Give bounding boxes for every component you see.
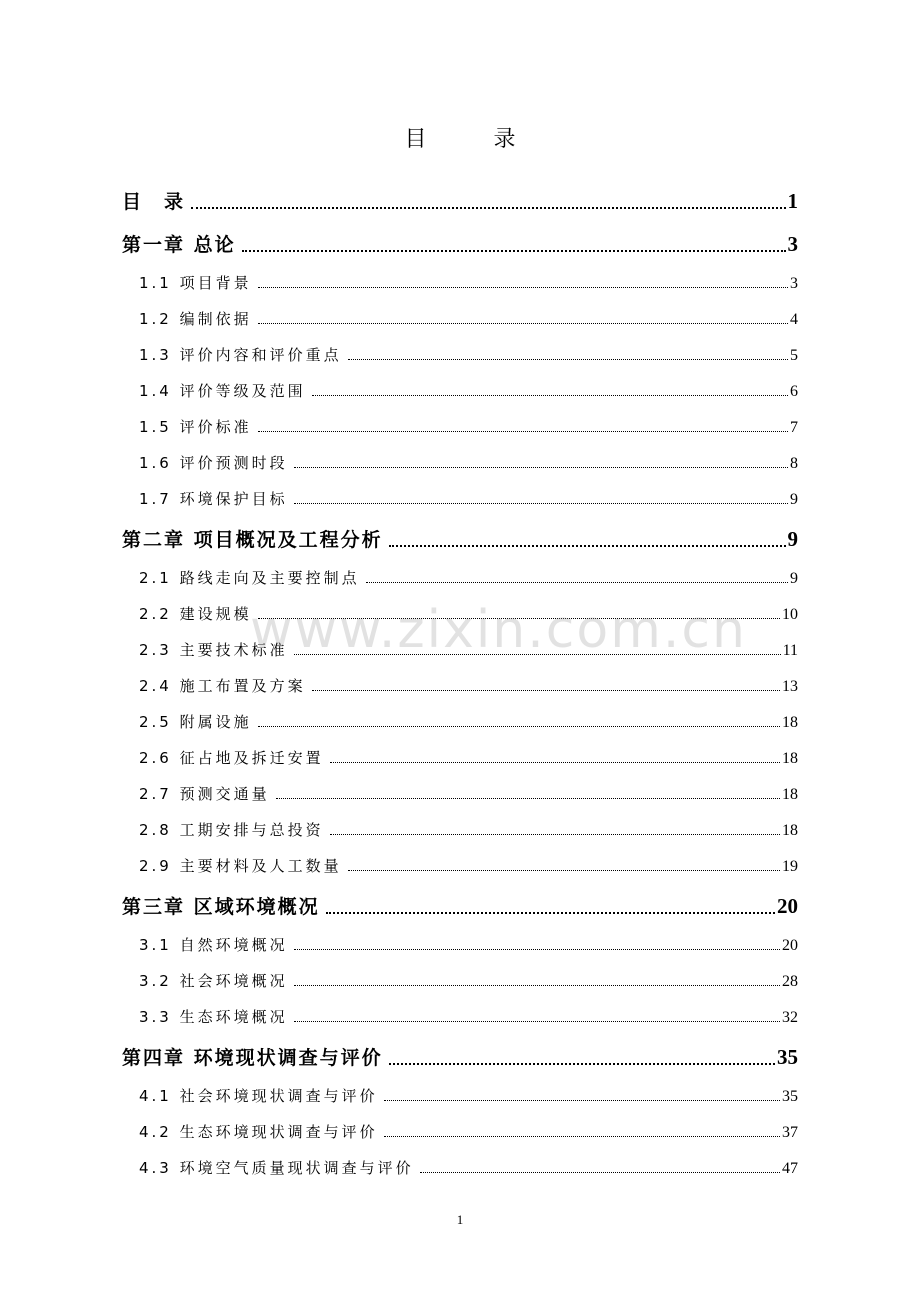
toc-chapter-row[interactable] (122, 882, 798, 919)
toc-entry-label: 2.5 附属设施 (139, 713, 252, 731)
toc-dot-leader (294, 466, 788, 468)
toc-dot-leader (312, 689, 780, 691)
toc-entry-label: 4.3 环境空气质量现状调查与评价 (139, 1159, 414, 1177)
toc-entry-page: 11 (782, 642, 798, 659)
toc-section-row[interactable] (122, 329, 798, 365)
toc-entry-label: 3.3 生态环境概况 (139, 1008, 288, 1026)
toc-dot-leader (389, 544, 786, 547)
toc-entry-page: 20 (777, 894, 798, 918)
toc-dot-leader (389, 1062, 775, 1065)
watermark: www.zixin.com.cn (250, 600, 747, 660)
toc-section-row[interactable] (122, 840, 798, 876)
toc-dot-leader (276, 797, 780, 799)
toc-entry-page: 37 (782, 1124, 798, 1141)
toc-dot-leader (191, 206, 785, 209)
toc-entry-label: 1.2 编制依据 (139, 310, 252, 328)
toc-section-row[interactable] (122, 1142, 798, 1178)
toc-section-row[interactable] (122, 257, 798, 293)
toc-section-row[interactable] (122, 804, 798, 840)
toc-chapter-row[interactable] (122, 220, 798, 257)
toc-chapter-row[interactable] (122, 1033, 798, 1070)
toc-entry-page: 20 (782, 937, 798, 954)
toc-entry-page: 8 (790, 455, 798, 472)
toc-section-row[interactable] (122, 1106, 798, 1142)
toc-section-row[interactable] (122, 552, 798, 588)
toc-entry-label: 目 录 (122, 191, 186, 213)
page-title: 目 录 (404, 127, 546, 152)
toc-dot-leader (420, 1171, 780, 1173)
toc-entry-page: 18 (782, 786, 798, 803)
table-of-contents (122, 177, 798, 1178)
toc-section-row[interactable] (122, 768, 798, 804)
toc-section-row[interactable] (122, 919, 798, 955)
toc-entry-label: 4.2 生态环境现状调查与评价 (139, 1123, 378, 1141)
toc-section-row[interactable] (122, 696, 798, 732)
toc-dot-leader (312, 394, 788, 396)
toc-dot-leader (242, 249, 786, 252)
toc-entry-label: 2.1 路线走向及主要控制点 (139, 569, 360, 587)
toc-dot-leader (366, 581, 788, 583)
toc-entry-page: 28 (782, 973, 798, 990)
toc-section-row[interactable] (122, 991, 798, 1027)
toc-entry-label: 第一章 总论 (122, 234, 236, 256)
toc-entry-label: 2.3 主要技术标准 (139, 641, 288, 659)
page-number: 1 (456, 1212, 464, 1227)
toc-section-row[interactable] (122, 473, 798, 509)
toc-entry-label: 1.6 评价预测时段 (139, 454, 288, 472)
toc-entry-label: 1.4 评价等级及范围 (139, 382, 306, 400)
toc-chapter-row[interactable] (122, 177, 798, 214)
toc-dot-leader (384, 1135, 780, 1137)
toc-entry-page: 18 (782, 714, 798, 731)
toc-entry-label: 1.5 评价标准 (139, 418, 252, 436)
toc-entry-page: 35 (777, 1045, 798, 1069)
toc-entry-page: 9 (790, 491, 798, 508)
toc-dot-leader (348, 358, 788, 360)
toc-entry-label: 第二章 项目概况及工程分析 (122, 529, 383, 551)
toc-chapter-row[interactable] (122, 515, 798, 552)
toc-section-row[interactable] (122, 732, 798, 768)
toc-section-row[interactable] (122, 293, 798, 329)
toc-dot-leader (258, 725, 780, 727)
toc-entry-page: 4 (790, 311, 798, 328)
toc-dot-leader (294, 948, 780, 950)
toc-entry-label: 3.2 社会环境概况 (139, 972, 288, 990)
toc-entry-page: 18 (782, 750, 798, 767)
toc-section-row[interactable] (122, 660, 798, 696)
toc-entry-label: 2.4 施工布置及方案 (139, 677, 306, 695)
toc-entry-page: 6 (790, 383, 798, 400)
toc-entry-page: 3 (787, 232, 798, 256)
toc-section-row[interactable] (122, 401, 798, 437)
toc-entry-label: 1.1 项目背景 (139, 274, 252, 292)
toc-entry-page: 7 (790, 419, 798, 436)
toc-section-row[interactable] (122, 365, 798, 401)
toc-entry-label: 2.2 建设规模 (139, 605, 252, 623)
toc-entry-page: 3 (790, 275, 798, 292)
toc-section-row[interactable] (122, 588, 798, 624)
toc-entry-label: 2.7 预测交通量 (139, 785, 270, 803)
toc-dot-leader (258, 430, 788, 432)
toc-entry-label: 第三章 区域环境概况 (122, 896, 320, 918)
toc-entry-page: 19 (782, 858, 798, 875)
toc-dot-leader (294, 502, 788, 504)
toc-dot-leader (258, 322, 788, 324)
toc-section-row[interactable] (122, 1070, 798, 1106)
toc-entry-label: 1.7 环境保护目标 (139, 490, 288, 508)
toc-dot-leader (326, 911, 775, 914)
toc-section-row[interactable] (122, 624, 798, 660)
toc-entry-label: 2.6 征占地及拆迁安置 (139, 749, 324, 767)
toc-entry-page: 32 (782, 1009, 798, 1026)
toc-dot-leader (294, 1020, 780, 1022)
toc-dot-leader (348, 869, 780, 871)
toc-entry-label: 2.9 主要材料及人工数量 (139, 857, 342, 875)
toc-dot-leader (258, 286, 788, 288)
toc-entry-page: 35 (782, 1088, 798, 1105)
toc-entry-label: 1.3 评价内容和评价重点 (139, 346, 342, 364)
toc-entry-page: 1 (787, 189, 798, 213)
toc-dot-leader (330, 761, 780, 763)
toc-entry-page: 5 (790, 347, 798, 364)
toc-dot-leader (258, 617, 780, 619)
toc-entry-label: 2.8 工期安排与总投资 (139, 821, 324, 839)
toc-dot-leader (384, 1099, 780, 1101)
toc-entry-page: 9 (787, 527, 798, 551)
toc-entry-page: 13 (782, 678, 798, 695)
toc-entry-page: 47 (782, 1160, 798, 1177)
toc-entry-label: 第四章 环境现状调查与评价 (122, 1047, 383, 1069)
toc-entry-label: 3.1 自然环境概况 (139, 936, 288, 954)
toc-section-row[interactable] (122, 437, 798, 473)
toc-entry-label: 4.1 社会环境现状调查与评价 (139, 1087, 378, 1105)
toc-entry-page: 9 (790, 570, 798, 587)
toc-section-row[interactable] (122, 955, 798, 991)
toc-entry-page: 10 (782, 606, 798, 623)
toc-entry-page: 18 (782, 822, 798, 839)
toc-dot-leader (294, 653, 781, 655)
toc-dot-leader (330, 833, 780, 835)
toc-dot-leader (294, 984, 780, 986)
